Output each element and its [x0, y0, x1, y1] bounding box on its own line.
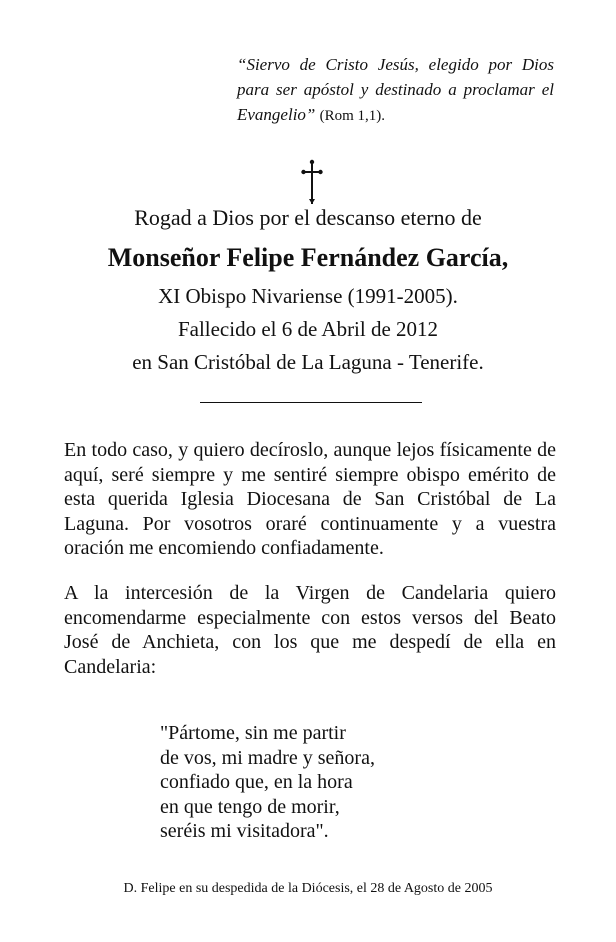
- paragraph-intercession: A la intercesión de la Virgen de Candelaria quiero encomendarme especialmente con estos versos del Beato José de Anchieta, con los que me despedí de ella en Candelaria:: [64, 582, 556, 678]
- detail-line-place: en San Cristóbal de La Laguna - Tenerife.: [132, 350, 484, 374]
- detail-line-title: XI Obispo Nivariense (1991-2005).: [158, 284, 458, 308]
- cross-icon: [300, 158, 324, 208]
- poem-line: "Pártome, sin me partir: [160, 722, 346, 744]
- divider: [200, 402, 422, 403]
- poem-line: de vos, mi madre y señora,: [160, 746, 375, 769]
- paragraph-farewell: En todo caso, y quiero decíroslo, aunque lejos físicamente de aquí, seré siempre y me sentiré siempre obispo emérito de esta querida Iglesia Diocesana de San Cristóbal de La Laguna. Por vosotros oraré continuamente y a vuestra oración me encomiendo confiadamente.: [64, 439, 556, 559]
- deceased-name: Monseñor Felipe Fernández García,: [107, 243, 509, 272]
- poem: [160, 721, 375, 844]
- invocation: Rogad a Dios por el descanso eterno de: [134, 205, 482, 230]
- detail-line-death-date: Fallecido el 6 de Abril de 2012: [177, 317, 439, 341]
- epigraph: [237, 52, 554, 129]
- details: [0, 280, 616, 379]
- poem-line: seréis mi visitadora".: [160, 820, 329, 842]
- epigraph-reference: (Rom 1,1).: [319, 108, 386, 124]
- poem-line: confiado que, en la hora: [160, 771, 353, 793]
- poem-line: en que tengo de morir,: [160, 795, 340, 818]
- epigraph-quote: “Siervo de Cristo Jesús, elegido por Dios para ser apóstol y destinado a proclamar el Evangelio”: [237, 55, 554, 124]
- footer-caption: D. Felipe en su despedida de la Diócesis, el 28 de Agosto de 2005: [123, 881, 493, 896]
